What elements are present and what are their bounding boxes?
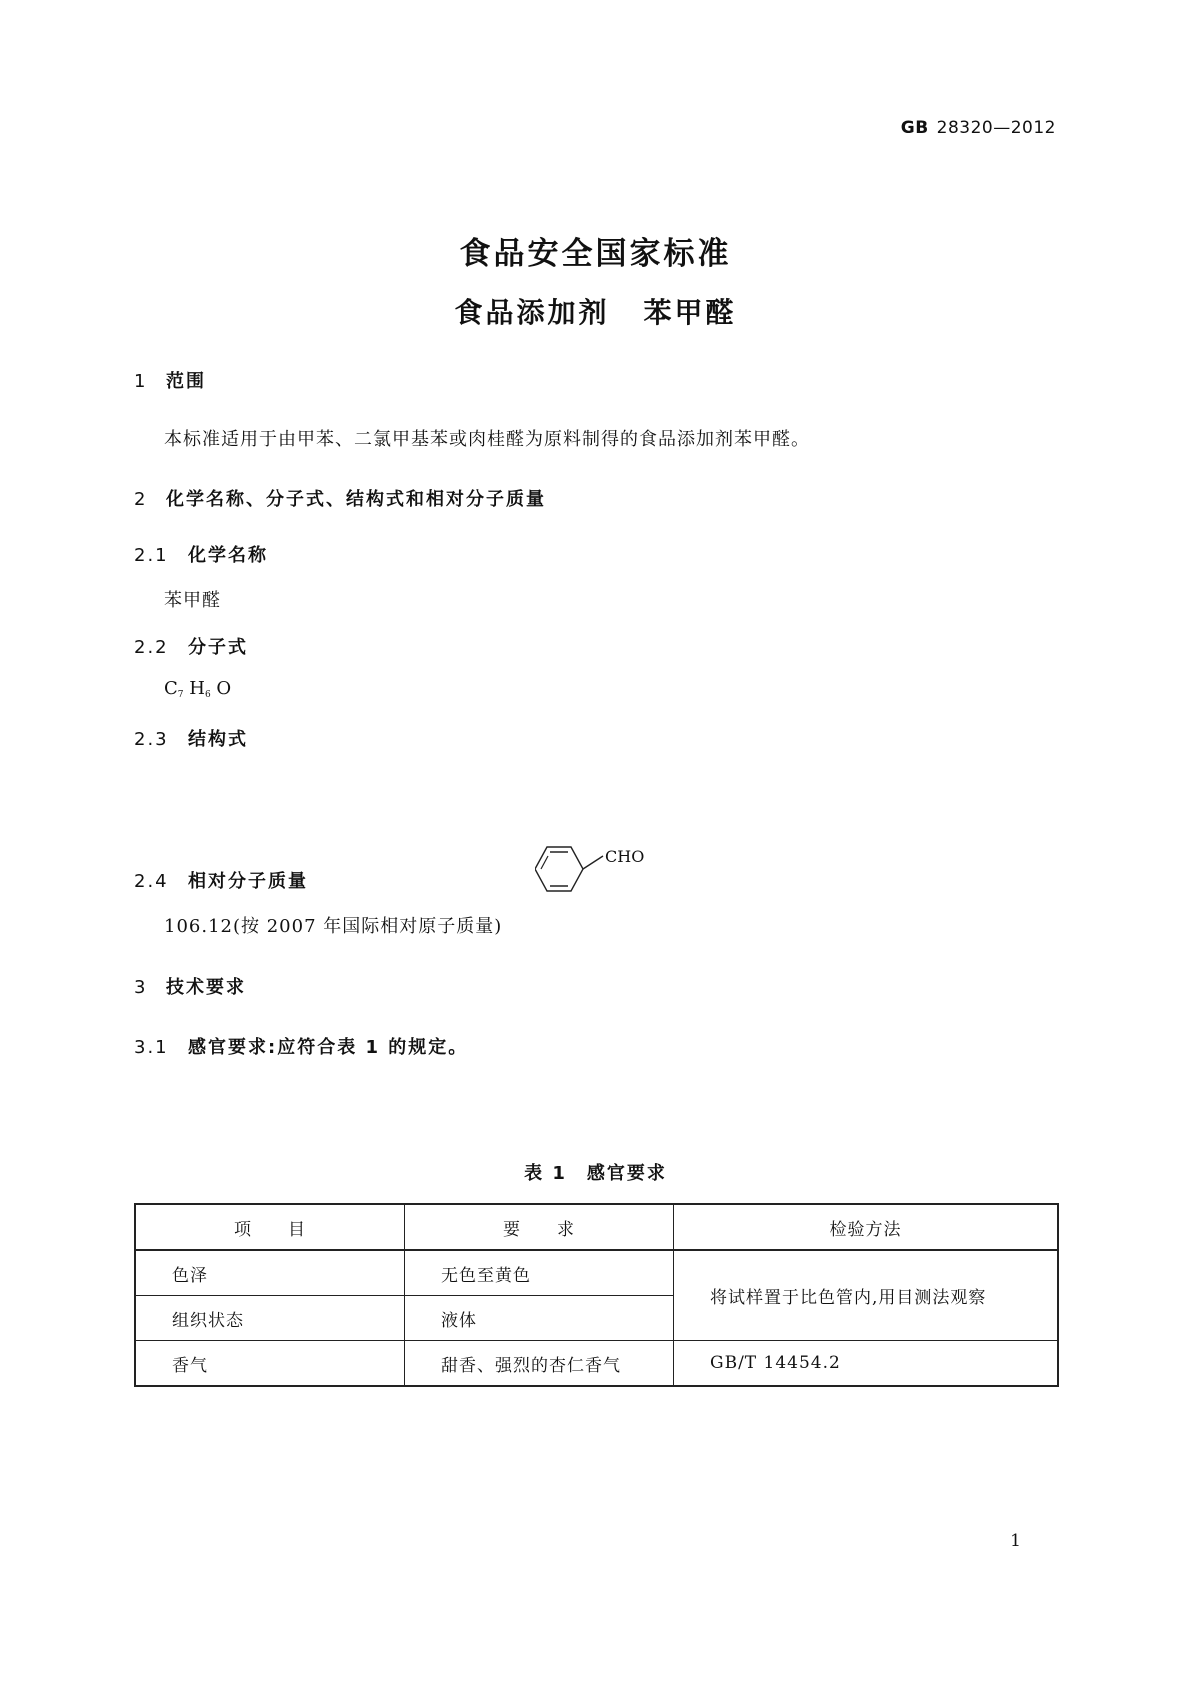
document-title: 食品安全国家标准 bbox=[459, 236, 732, 272]
sensory-requirements-table bbox=[134, 1203, 1059, 1387]
section-2-2-heading: 2.2 分子式 bbox=[134, 637, 248, 658]
table-cell-item: 香气 bbox=[135, 1341, 405, 1387]
molecular-mass: 106.12(按 2007 年国际相对原子质量) bbox=[164, 916, 503, 937]
document-subtitle bbox=[0, 291, 1191, 331]
section-3-heading: 3 技术要求 bbox=[134, 977, 246, 998]
table-header-requirement: 要 求 bbox=[405, 1204, 674, 1250]
table-cell-method-merged: 将试样置于比色管内,用目测法观察 bbox=[674, 1250, 1059, 1341]
section-1-text: 本标准适用于由甲苯、二氯甲基苯或肉桂醛为原料制得的食品添加剂苯甲醛。 bbox=[164, 429, 810, 450]
subtitle-part2: 苯甲醛 bbox=[643, 296, 737, 329]
table-row bbox=[135, 1250, 1058, 1296]
molecular-formula: $C_7$ $H_6$ O bbox=[164, 678, 232, 700]
table-header-row bbox=[135, 1204, 1058, 1250]
section-2-3-heading: 2.3 结构式 bbox=[134, 729, 248, 750]
table-header-method: 检验方法 bbox=[674, 1204, 1059, 1250]
standard-code-prefix: GB bbox=[900, 118, 929, 138]
table-cell-requirement: 无色至黄色 bbox=[405, 1250, 674, 1296]
standard-code bbox=[901, 118, 1056, 138]
table-row bbox=[135, 1341, 1058, 1387]
aldehyde-group-label: CHO bbox=[605, 847, 645, 866]
table-cell-requirement: 液体 bbox=[405, 1296, 674, 1341]
section-2-1-heading: 2.1 化学名称 bbox=[134, 545, 268, 566]
table-header-item: 项 目 bbox=[135, 1204, 405, 1250]
structural-formula bbox=[535, 840, 655, 904]
table-cell-method: GB/T 14454.2 bbox=[674, 1341, 1059, 1387]
benzene-ring-diagram bbox=[535, 840, 655, 900]
table-cell-item: 组织状态 bbox=[135, 1296, 405, 1341]
page-number: 1 bbox=[1010, 1531, 1021, 1551]
section-3-1-heading: 3.1 感官要求:应符合表 1 的规定。 bbox=[134, 1037, 469, 1058]
subtitle-part1: 食品添加剂 bbox=[454, 296, 610, 329]
section-1-heading: 1 范围 bbox=[134, 371, 206, 392]
chemical-name: 苯甲醛 bbox=[164, 590, 221, 611]
table-cell-item: 色泽 bbox=[135, 1250, 405, 1296]
table-caption: 表 1 感官要求 bbox=[524, 1163, 667, 1184]
section-2-heading: 2 化学名称、分子式、结构式和相对分子质量 bbox=[134, 489, 546, 510]
standard-code-number: 28320—2012 bbox=[936, 118, 1056, 138]
table-cell-requirement: 甜香、强烈的杏仁香气 bbox=[405, 1341, 674, 1387]
section-2-4-heading: 2.4 相对分子质量 bbox=[134, 871, 308, 892]
